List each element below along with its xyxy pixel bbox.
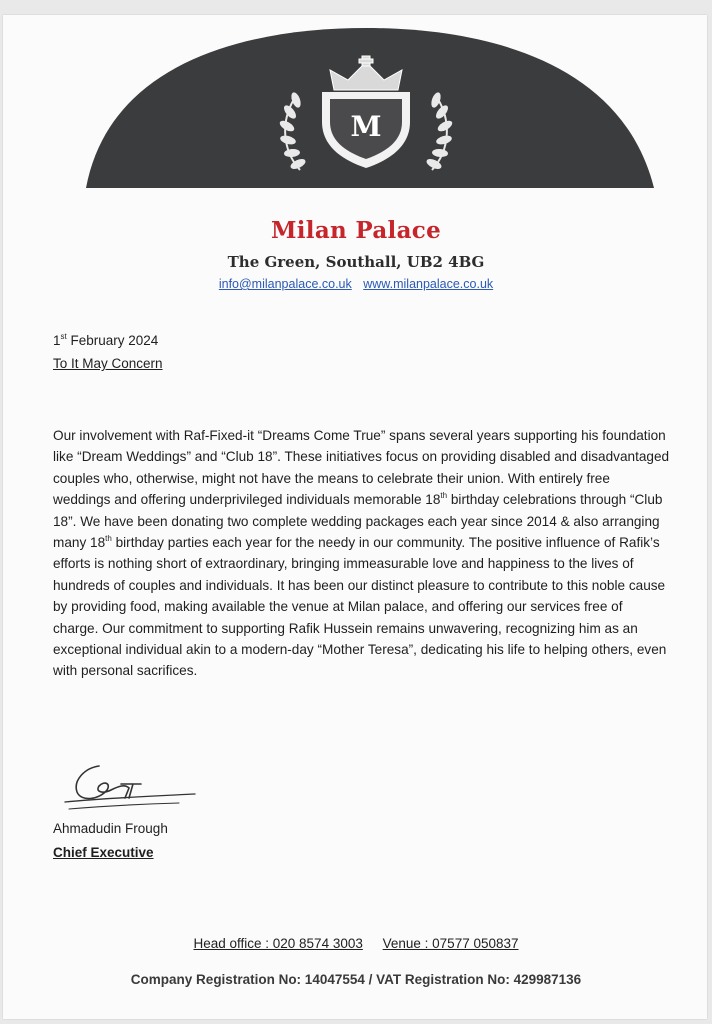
handwritten-signature (55, 754, 205, 820)
body-part: birthday celebrations through “Club 18”. We have been donating two complete wedding packages each year since 2014 & also arranging many 18 (53, 492, 663, 551)
venue-address: The Green, Southall, UB2 4BG (227, 253, 485, 271)
venue-phone: Venue : 07577 050837 (382, 936, 519, 951)
registration-info: Company Registration No: 14047554 / VAT Registration No: 429987136 (130, 972, 582, 987)
venue-name: Milan Palace (270, 217, 442, 244)
email-link[interactable]: info@milanpalace.co.uk (218, 277, 352, 291)
signer-title: Chief Executive (53, 845, 154, 860)
logo-letter: M (350, 110, 382, 143)
contact-links (0, 277, 712, 291)
head-office-phone: Head office : 020 8574 3003 (193, 936, 363, 951)
salutation: To It May Concern (53, 356, 163, 371)
date-suffix: st (60, 332, 67, 341)
ordinal-suffix: th (105, 534, 112, 544)
footer-contacts (0, 936, 712, 951)
letter-body (53, 425, 671, 682)
date-day: 1 (53, 333, 61, 348)
letter-date (53, 332, 158, 348)
ordinal-suffix: th (440, 491, 448, 501)
letterhead-banner (0, 0, 712, 200)
website-link[interactable]: www.milanpalace.co.uk (363, 277, 494, 291)
body-part: Our involvement with Raf-Fixed-it “Dreams Come True” spans several years supporting his foundation like “Dream Weddings” and “Club 18”. These initiatives focus on providing disabled and disadvantaged couples who, otherwise, might not have the means to celebrate their union. With entirely free weddings and offering underprivileged individuals memorable 18 (53, 428, 670, 508)
body-part: birthday parties each year for the needy in our community. The positive influence of Rafik’s efforts is nothing short of extraordinary, bringing immeasurable love and happiness to the lives of hundreds of couples and individuals. It has been our distinct pleasure to contribute to this noble cause by providing food, making available the venue at Milan palace, and offering our services free of charge. Our commitment to supporting Rafik Hussein remains unwavering, recognizing him as an exceptional individual akin to a modern-day “Mother Teresa”, dedicating his life to helping others, even with personal sacrifices. (53, 535, 667, 679)
date-month-year: February 2024 (66, 333, 159, 348)
signer-name: Ahmadudin Frough (53, 821, 168, 836)
